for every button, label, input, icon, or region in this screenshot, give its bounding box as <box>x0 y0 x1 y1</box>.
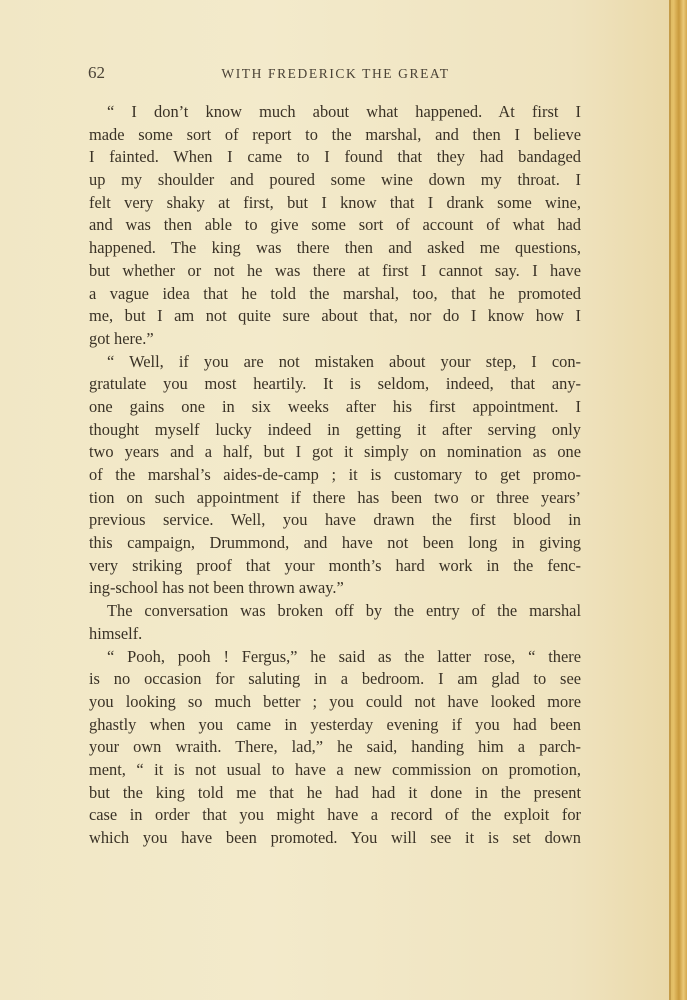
text-line: felt very shaky at first, but I know that I drank some wine, <box>89 192 581 212</box>
text-line: a vague idea that he told the marshal, too, that he promoted <box>89 283 581 303</box>
text-line: I fainted. When I came to I found that they had bandaged <box>89 147 581 167</box>
text-line: thought myself lucky indeed in getting it after serving only <box>89 419 581 439</box>
text-line: made some sort of report to the marshal, and then I believe <box>89 124 581 144</box>
text-line: himself. <box>89 623 143 643</box>
text-line: of the marshal’s aides-de-camp ; it is customary to get promo- <box>89 465 581 484</box>
text-line: is no occasion for saluting in a bedroom. I am glad to see <box>89 669 581 689</box>
text-line: and was then able to give some sort of account of what had <box>89 215 581 235</box>
text-line: “ Pooh, pooh ! Fergus,” he said as the latter rose, “ there <box>107 646 581 666</box>
text-line: this campaign, Drummond, and have not been long in giving <box>89 533 581 553</box>
text-line: gratulate you most heartily. It is seldom, indeed, that any- <box>89 374 581 394</box>
page-edge <box>669 0 687 1000</box>
text-line: tion on such appointment if there has been two or three years’ <box>89 487 581 507</box>
text-line: but whether or not he was there at first I cannot say. I have <box>89 260 581 280</box>
page-number: 62 <box>88 63 105 82</box>
text-line: ing-school has not been thrown away.” <box>89 578 344 598</box>
text-line: “ Well, if you are not mistaken about your step, I con- <box>107 351 581 371</box>
text-line: very striking proof that your month’s hard work in the fenc- <box>89 555 581 575</box>
text-line: up my shoulder and poured some wine down my throat. I <box>89 170 581 190</box>
text-line: which you have been promoted. You will see it is set down <box>89 828 581 847</box>
text-line: got here.” <box>89 328 154 348</box>
text-line: “ I don’t know much about what happened. At first I <box>107 102 581 121</box>
page-header <box>88 63 583 87</box>
text-line: one gains one in six weeks after his first appointment. I <box>89 396 581 416</box>
text-line: me, but I am not quite sure about that, nor do I know how I <box>89 306 581 326</box>
text-line: case in order that you might have a record of the exploit for <box>89 805 581 825</box>
running-title: WITH FREDERICK THE GREAT <box>221 66 450 81</box>
text-line: previous service. Well, you have drawn the first blood in <box>89 510 581 530</box>
text-line: but the king told me that he had had it done in the present <box>89 782 581 802</box>
text-line: your own wraith. There, lad,” he said, handing him a parch- <box>89 737 581 757</box>
body-text <box>89 101 581 850</box>
text-line: happened. The king was there then and asked me questions, <box>89 238 581 258</box>
text-line: you looking so much better ; you could not have looked more <box>89 691 581 711</box>
text-line: ghastly when you came in yesterday evening if you had been <box>89 714 581 734</box>
text-line: two years and a half, but I got it simply on nomination as one <box>89 442 581 462</box>
text-line: ment, “ it is not usual to have a new commission on promotion, <box>89 759 581 779</box>
text-line: The conversation was broken off by the entry of the marshal <box>107 601 581 621</box>
